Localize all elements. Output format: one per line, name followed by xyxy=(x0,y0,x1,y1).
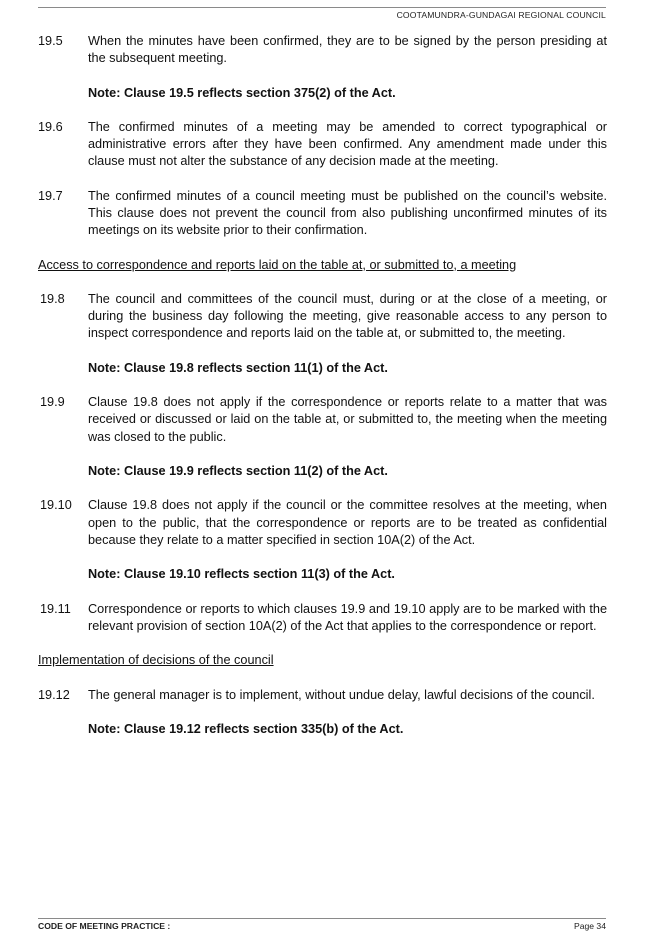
clause-text: Clause 19.8 does not apply if the council or the committee resolves at the meeting, when open to the public, that the correspondence or reports are to be treated as confidential because they relate to a matter specified in section 10A(2) of the Act. xyxy=(88,498,607,547)
section-heading-implementation: Implementation of decisions of the council xyxy=(38,653,274,668)
clause-text: When the minutes have been confirmed, they are to be signed by the person presiding at the subsequent meeting. xyxy=(88,34,607,66)
clause-number: 19.7 xyxy=(38,188,63,203)
clause-19-8 xyxy=(38,291,607,343)
clause-number: 19.12 xyxy=(38,687,70,702)
document-body xyxy=(38,33,607,738)
clause-19-11 xyxy=(38,601,607,635)
clause-note: Note: Clause 19.9 reflects section 11(2) of the Act. xyxy=(88,463,388,478)
clause-text: The general manager is to implement, without undue delay, lawful decisions of the council. xyxy=(88,687,595,702)
header-rule xyxy=(38,7,606,8)
clause-number: 19.6 xyxy=(38,119,63,134)
clause-number: 19.10 xyxy=(40,498,72,513)
header-org-name: COOTAMUNDRA-GUNDAGAI REGIONAL COUNCIL xyxy=(396,10,606,20)
clause-note: Note: Clause 19.8 reflects section 11(1) of the Act. xyxy=(88,360,388,375)
clause-text: The confirmed minutes of a meeting may be amended to correct typographical or administrative errors after they have been confirmed. Any amendment made under this clause must not alter the substance of any decision made at the meeting. xyxy=(88,119,607,169)
clause-number: 19.5 xyxy=(38,34,63,48)
clause-note: Note: Clause 19.5 reflects section 375(2) of the Act. xyxy=(88,85,396,100)
clause-19-5 xyxy=(38,33,607,67)
clause-19-7 xyxy=(38,188,607,240)
clause-note: Note: Clause 19.12 reflects section 335(b) of the Act. xyxy=(88,721,404,736)
clause-number: 19.9 xyxy=(40,395,65,410)
clause-text: The confirmed minutes of a council meeting must be published on the council’s website. This clause does not prevent the council from also publishing unconfirmed minutes of its meetings on its website prior to their confirmation. xyxy=(88,188,607,238)
section-heading-access: Access to correspondence and reports laid on the table at, or submitted to, a meeting xyxy=(38,257,517,272)
clause-19-10 xyxy=(38,497,607,549)
clause-19-9 xyxy=(38,394,607,446)
footer-doc-title: CODE OF MEETING PRACTICE : xyxy=(38,921,171,931)
clause-note: Note: Clause 19.10 reflects section 11(3) of the Act. xyxy=(88,567,395,582)
clause-19-6 xyxy=(38,119,607,171)
footer-page-number: Page 34 xyxy=(573,921,606,931)
clause-number: 19.11 xyxy=(40,601,71,616)
clause-text: The council and committees of the council must, during or at the close of a meeting, or during the business day following the meeting, give reasonable access to any person to inspect correspondence and reports laid on the table at, or submitted to, the meeting. xyxy=(88,291,607,341)
clause-text: Correspondence or reports to which clauses 19.9 and 19.10 apply are to be marked with the relevant provision of section 10A(2) of the Act that applies to the correspondence or report. xyxy=(88,601,607,633)
clause-number: 19.8 xyxy=(40,291,65,306)
clause-19-12 xyxy=(38,687,607,704)
footer-rule xyxy=(38,918,606,919)
clause-text: Clause 19.8 does not apply if the correspondence or reports relate to a matter that was received or discussed or laid on the table at, or submitted to, the meeting when the meeting was closed to the public. xyxy=(88,395,607,444)
